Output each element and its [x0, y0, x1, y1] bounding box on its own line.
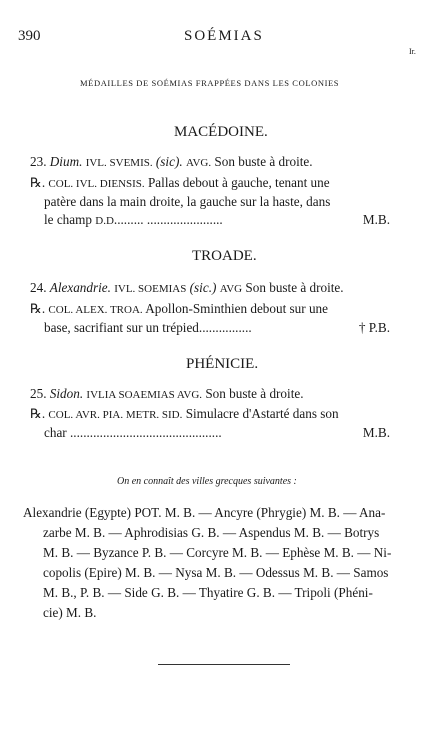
obverse-description: Son buste à droite.: [245, 280, 344, 295]
continued-text: base, sacrifiant sur un trépied: [44, 320, 199, 335]
running-title: SOÉMIAS: [184, 28, 264, 44]
city-name: Sidon.: [49, 386, 84, 401]
obverse-legend-end: AVG.: [185, 157, 212, 169]
obverse-legend-end: AVG: [219, 283, 243, 295]
reverse-sign: ℞.: [30, 301, 46, 316]
reverse-legend: COL. IVL. DIENSIS.: [48, 178, 145, 190]
margin-mark: Ir.: [409, 47, 416, 56]
leader-dots: ..............................................: [70, 425, 222, 440]
entry-23-field-line: [44, 212, 223, 228]
greek-cities-intro: On en connaît des villes grecques suivantes :: [117, 476, 297, 487]
obverse-legend: IVLIA SOAEMIAS AVG.: [86, 389, 203, 401]
entry-24-obverse: [30, 280, 344, 296]
entry-23-reverse: [30, 175, 330, 191]
reverse-sign: ℞.: [30, 175, 46, 190]
field-text: le champ: [44, 212, 92, 227]
entry-25-reverse: [30, 406, 339, 422]
entry-25-obverse: [30, 386, 304, 402]
entry-25-continued: [44, 425, 222, 441]
end-rule: [158, 664, 290, 665]
rarity-mark: M.B.: [362, 425, 390, 440]
sic-note: (sic.): [189, 280, 217, 295]
greek-cities-line: M. B., P. B. — Side G. B. — Thyatire G. B. — Tripoli (Phéni-: [43, 585, 373, 600]
reverse-description: Pallas debout à gauche, tenant une: [147, 175, 330, 190]
greek-cities-line: cie) M. B.: [43, 605, 97, 620]
leader-dots: ................: [198, 320, 252, 335]
greek-cities-line: zarbe M. B. — Aphrodisias G. B. — Aspendus M. B. — Botrys: [43, 525, 380, 540]
greek-cities-line: M. B. — Byzance P. B. — Corcyre M. B. — Ephèse M. B. — Ni-: [43, 545, 392, 560]
reverse-legend: COL. AVR. PIA. METR. SID.: [48, 409, 183, 421]
entry-23-continued: patère dans la main droite, la gauche sur la haste, dans: [44, 194, 331, 209]
greek-cities-line: Alexandrie (Egypte) POT. M. B. — Ancyre (Phrygie) M. B. — Ana-: [23, 505, 386, 520]
city-name: Dium.: [49, 154, 83, 169]
obverse-description: Son buste à droite.: [205, 386, 304, 401]
region-heading-troade: TROADE.: [192, 248, 257, 264]
rarity-mark: M.B.: [362, 212, 390, 227]
region-heading-phenicie: PHÉNICIE.: [186, 356, 259, 372]
field-letters: D.D: [95, 215, 114, 227]
entry-number: 24.: [30, 280, 47, 295]
entry-24-reverse: [30, 301, 328, 317]
reverse-description: Simulacre d'Astarté dans son: [185, 406, 339, 421]
section-title: MÉDAILLES DE SOÉMIAS FRAPPÉES DANS LES COLONIES: [80, 78, 340, 88]
entry-23-obverse: [30, 154, 313, 170]
reverse-legend: COL. ALEX. TROA.: [48, 304, 143, 316]
sic-note: (sic).: [155, 154, 183, 169]
obverse-legend: IVL. SOEMIAS: [114, 283, 187, 295]
page-number: 390: [18, 28, 41, 44]
city-name: Alexandrie.: [49, 280, 111, 295]
region-heading-macedoine: MACÉDOINE.: [174, 124, 268, 140]
continued-text: char: [44, 425, 67, 440]
entry-number: 23.: [30, 154, 47, 169]
entry-24-continued: [44, 320, 252, 336]
leader-dots: ......... .......................: [113, 212, 223, 227]
reverse-sign: ℞.: [30, 406, 46, 421]
rarity-mark: † P.B.: [358, 320, 390, 335]
obverse-description: Son buste à droite.: [214, 154, 313, 169]
obverse-legend: IVL. SVEMIS.: [85, 157, 153, 169]
entry-number: 25.: [30, 386, 47, 401]
greek-cities-line: copolis (Epire) M. B. — Nysa M. B. — Odessus M. B. — Samos: [43, 565, 389, 580]
reverse-description: Apollon-Sminthien debout sur une: [145, 301, 328, 316]
